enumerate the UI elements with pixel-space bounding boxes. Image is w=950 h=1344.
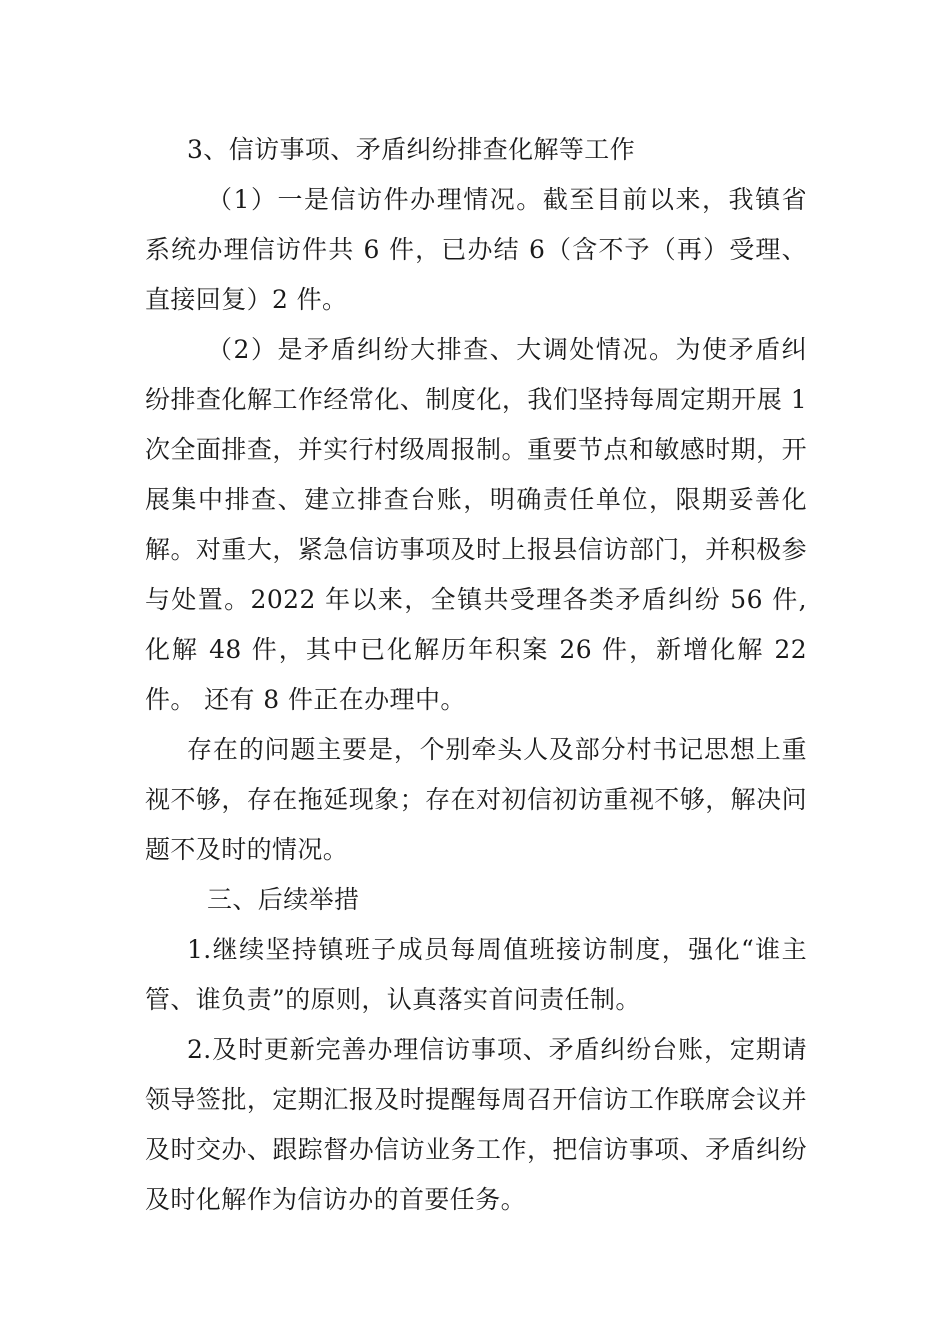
section-heading-follow-up: 三、后续举措 — [207, 885, 360, 914]
paragraph-measure-1: 1.继续坚持镇班子成员每周值班接访制度，强化“谁主管、谁负责”的原则，认真落实首问责任制。 — [145, 935, 807, 1014]
paragraph-existing-problems: 存在的问题主要是，个别牵头人及部分村书记思想上重视不够，存在拖延现象；存在对初信初访重视不够，解决问题不及时的情况。 — [145, 735, 807, 864]
paragraph-measure-2: 2.及时更新完善办理信访事项、矛盾纠纷台账，定期请领导签批，定期汇报及时提醒每周召开信访工作联席会议并及时交办、跟踪督办信访业务工作，把信访事项、矛盾纠纷及时化解作为信访办的首要任务。 — [145, 1035, 807, 1214]
paragraph-dispute-screening: （2）是矛盾纠纷大排查、大调处情况。为使矛盾纠纷排查化解工作经常化、制度化，我们坚持每周定期开展 1 次全面排查，并实行村级周报制。重要节点和敏感时期，开展集中排查、建立排查台账，明确责任单位，限期妥善化解。对重大，紧急信访事项及时上报县信访部门，并积极参与处置。2022 年以来，全镇共受理各类矛盾纠纷 56 件,化解 48 件，其中已化解历年积案 26 件，新增化解 22 件。 还有 8 件正在办理中。 — [145, 335, 807, 714]
section-heading-3: 3、信访事项、矛盾纠纷排查化解等工作 — [187, 135, 636, 164]
paragraph-petition-handling: （1）一是信访件办理情况。截至目前以来，我镇省系统办理信访件共 6 件，已办结 6（含不予（再）受理、直接回复）2 件。 — [145, 185, 807, 314]
